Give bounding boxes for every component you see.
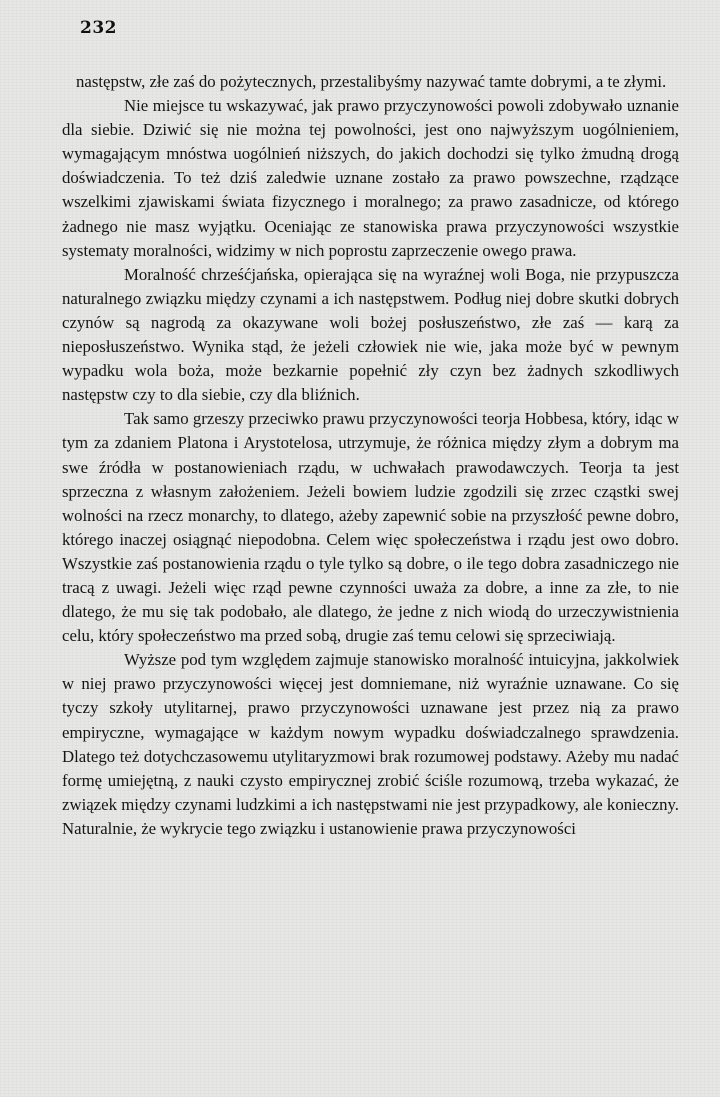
paragraph-intuitive-morality: Wyższe pod tym względem zajmuje stanowisko moralność intuicyjna, jakkolwiek w niej prawo przyczynowości więcej jest domniemane, niż wyraźnie uznawane. Co się tyczy szkoły utylitarnej, prawo przyczynowości uznawane jest przez nią za prawo empiryczne, wymagające w każdym nowym wypadku doświadczalnego sprawdzenia. Dlatego też dotychczasowemu utylitaryzmowi brak rozumowej podstawy. Ażeby mu nadać formę umiejętną, z nauki czysto empirycznej zrobić ściśle rozumową, trzeba wykazać, że związek między czynami ludzkimi a ich następstwami nie jest przypadkowy, ale konieczny. Naturalnie, że wykrycie tego związku i ustanowienie prawa przyczynowości (62, 650, 679, 838)
page-text (62, 70, 679, 841)
paragraph-hobbes-theory: Tak samo grzeszy przeciwko prawu przyczynowości teorja Hobbesa, który, idąc w tym za zdaniem Platona i Arystotelosa, utrzymuje, że różnica między złym a dobrym ma swe źródła w postanowieniach rządu, w uchwałach prawodawczych. Teorja ta jest sprzeczna z własnym założeniem. Jeżeli bowiem ludzie zgodzili się zrzec cząstki swej wolności na rzecz monarchy, to dlatego, ażeby zapewnić sobie na przyszłość pewne dobro, którego inaczej osiągnąć niepodobna. Celem więc społeczeństwa i rządu jest owo dobro. Wszystkie zaś postanowienia rządu o tyle tylko są dobre, o ile tego dobra zasadniczego nie tracą z uwagi. Jeżeli więc rząd pewne czynności uważa za dobre, a inne za złe, to nie dlatego, że mu się tak podobało, ale dlatego, że jedne z nich wiodą do urzeczywistnienia celu, który społeczeństwo ma przed sobą, drugie zaś temu celowi się sprzeciwiają. (62, 409, 679, 646)
page-number: 232 (80, 18, 117, 38)
paragraph-christian-morality: Moralność chrześćjańska, opierająca się na wyraźnej woli Boga, nie przypuszcza naturalnego związku między czynami a ich następstwem. Podług niej dobre skutki dobrych czynów są nagrodą za okazywane woli bożej posłuszeństwo, złe zaś — karą za nieposłuszeństwo. Wynika stąd, że jeżeli człowiek nie wie, jaka może być w pewnym wypadku wola boża, może bezkarnie popełnić zły czyn bez żadnych szkodliwych następstw czy to dla siebie, czy dla bliźnich. (62, 264, 679, 405)
paragraph-continuation: następstw, złe zaś do pożytecznych, przestalibyśmy nazywać tamte dobrymi, a te złymi. (76, 72, 667, 91)
paragraph-causality-law: Nie miejsce tu wskazywać, jak prawo przyczynowości powoli zdobywało uznanie dla siebie. Dziwić się nie można tej powolności, jest ono najwyższym uogólnieniem, wymagającym mnóstwa uogólnień niższych, do jakich dochodzi się tylko żmudną drogą doświadczenia. To też dziś zaledwie uznane zostało za prawo powszechne, rządzące wszelkimi zjawiskami świata fizycznego i moralnego; za prawo zasadnicze, od którego żadnego nie masz wyjątku. Oceniając ze stanowiska prawa przyczynowości wszystkie systematy moralności, widzimy w nich poprostu zaprzeczenie owego prawa. (62, 96, 679, 260)
